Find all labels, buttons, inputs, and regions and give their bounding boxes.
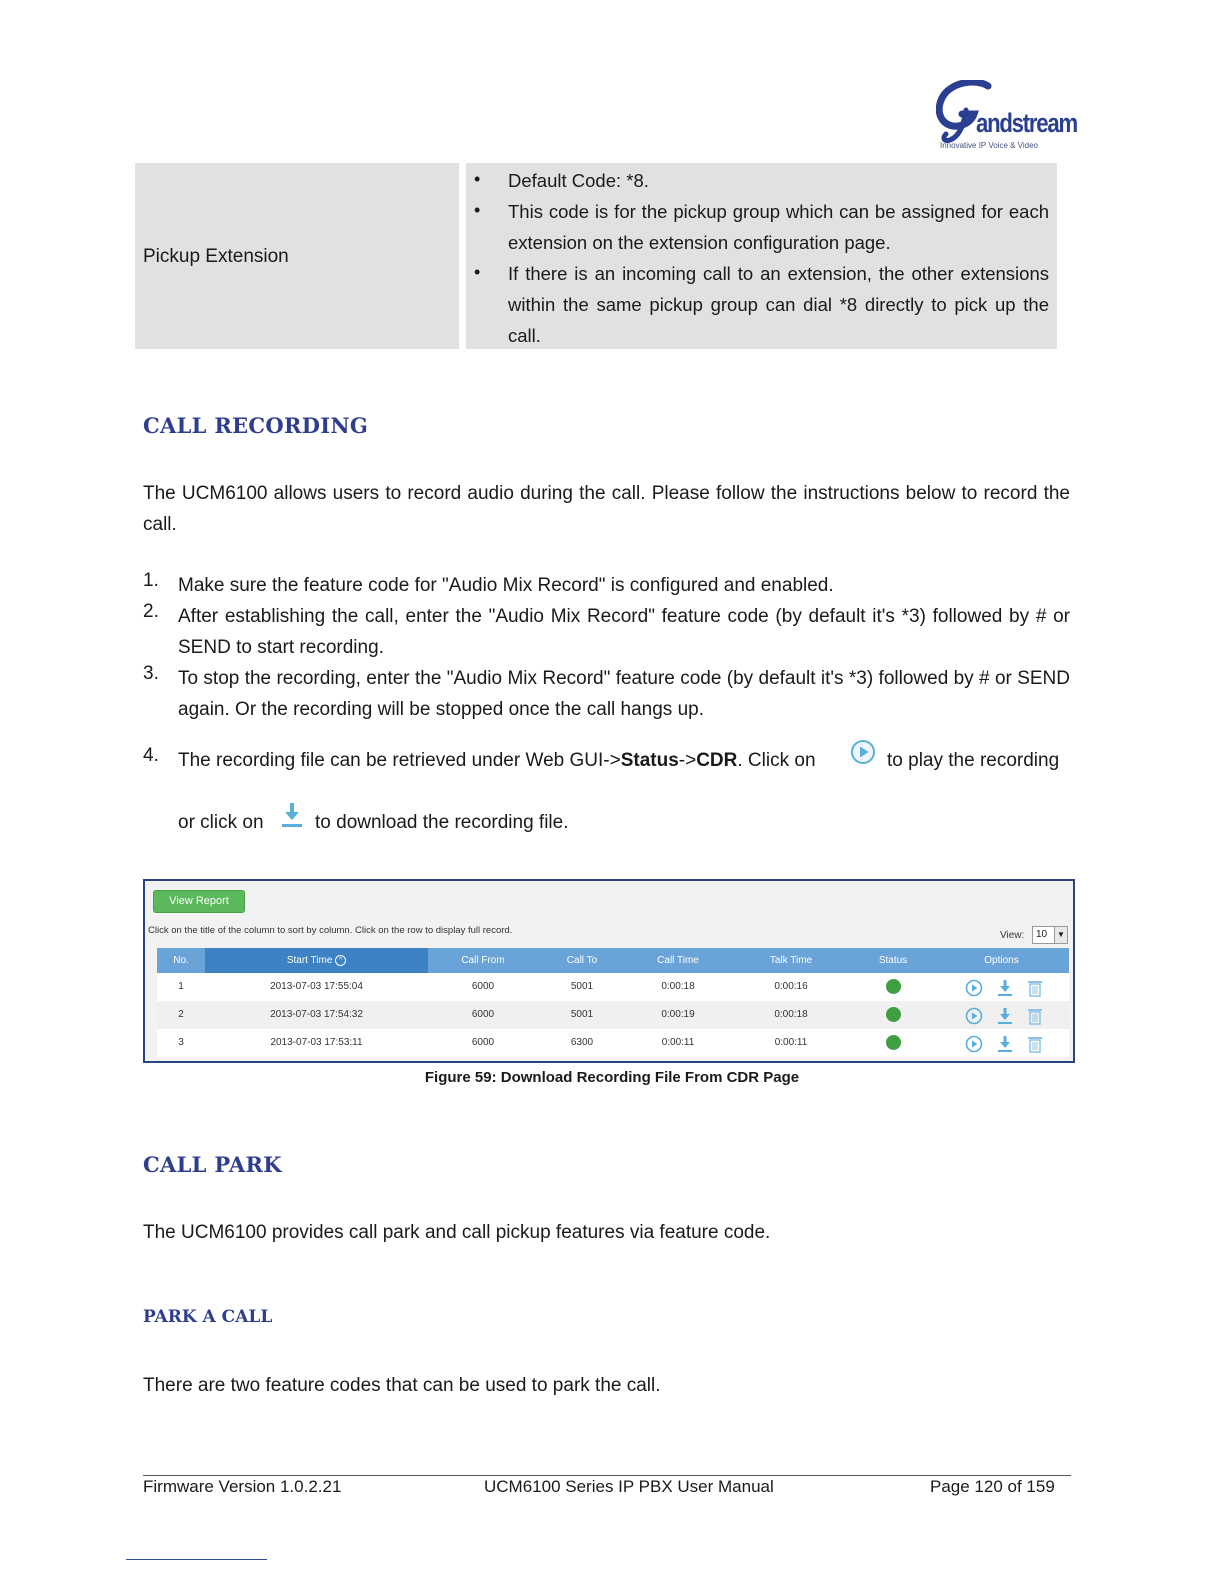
cell-call-time: 0:00:19 xyxy=(661,1009,695,1020)
play-icon[interactable] xyxy=(965,979,983,997)
header-status[interactable]: Status xyxy=(878,955,908,966)
bullet-default-code: Default Code: *8. xyxy=(508,170,649,191)
call-park-intro: The UCM6100 provides call park and call pickup features via feature code. xyxy=(143,1222,771,1243)
step-4-line-2-pre: or click on xyxy=(178,812,264,833)
cell-no: 3 xyxy=(178,1037,184,1048)
sort-indicator-icon: ^ xyxy=(335,955,346,966)
header-start-time[interactable] xyxy=(205,948,428,973)
step-3-text: To stop the recording, enter the "Audio Mix Record" feature code (by default it's *3) followed by # or SEND again. Or the recording will be stopped once the call hangs up. xyxy=(178,668,1070,720)
cell-call-from: 6000 xyxy=(471,981,495,992)
header-start-time-label: Start Time xyxy=(286,955,333,966)
park-a-call-heading: PARK A CALL xyxy=(143,1307,273,1327)
step-number: 4. xyxy=(143,745,159,766)
answered-status-icon xyxy=(886,1035,901,1050)
call-park-heading: CALL PARK xyxy=(143,1152,282,1177)
footer-page-number: Page 120 of 159 xyxy=(930,1477,1055,1496)
header-call-to[interactable]: Call To xyxy=(566,955,598,966)
cell-talk-time: 0:00:18 xyxy=(774,1009,808,1020)
footer-firmware: Firmware Version 1.0.2.21 xyxy=(143,1477,342,1496)
cell-call-time: 0:00:11 xyxy=(661,1037,695,1048)
cdr-screenshot xyxy=(143,879,1075,1063)
cell-start-time: 2013-07-03 17:54:32 xyxy=(270,1009,363,1020)
cell-start-time: 2013-07-03 17:55:04 xyxy=(270,981,363,992)
step-number: 3. xyxy=(143,663,159,684)
cell-call-to: 6300 xyxy=(570,1037,594,1048)
logo-tagline: Innovative IP Voice & Video xyxy=(940,141,1038,150)
header-no[interactable]: No. xyxy=(173,955,189,966)
view-report-button[interactable]: View Report xyxy=(153,890,245,913)
cell-call-to: 5001 xyxy=(570,1009,594,1020)
delete-icon[interactable] xyxy=(1027,1035,1043,1053)
bullet-icon: • xyxy=(474,262,481,282)
view-count-value: 10 xyxy=(1036,929,1048,940)
chevron-down-icon: ▼ xyxy=(1054,927,1067,943)
cell-call-to: 5001 xyxy=(570,981,594,992)
cell-call-from: 6000 xyxy=(471,1037,495,1048)
step-4-post: to play the recording xyxy=(887,750,1060,771)
step-4-pre: The recording file can be retrieved under Web GUI-> xyxy=(178,750,621,771)
download-icon[interactable] xyxy=(997,1007,1013,1025)
cell-call-time: 0:00:18 xyxy=(661,981,695,992)
bullet-icon: • xyxy=(474,200,481,220)
download-icon[interactable] xyxy=(997,979,1013,997)
step-1-text: Make sure the feature code for "Audio Mix Record" is configured and enabled. xyxy=(178,575,834,596)
bullet-incoming-call: If there is an incoming call to an extension, the other extensions within the same pickup group can dial *8 directly to pick up the call. xyxy=(508,263,1049,346)
park-a-call-text: There are two feature codes that can be used to park the call. xyxy=(143,1375,661,1396)
cell-no: 2 xyxy=(178,1009,184,1020)
step-4-line-1 xyxy=(178,745,816,776)
logo-wordmark: andstream xyxy=(976,108,1077,138)
step-2-text: After establishing the call, enter the "Audio Mix Record" feature code (by default it's *3) followed by # or SEND to start recording. xyxy=(178,606,1070,658)
footer-title: UCM6100 Series IP PBX User Manual xyxy=(484,1477,774,1496)
footer-divider xyxy=(143,1475,1071,1476)
download-icon xyxy=(280,801,304,829)
table-row[interactable] xyxy=(157,973,1069,1001)
download-icon[interactable] xyxy=(997,1035,1013,1053)
pickup-extension-label: Pickup Extension xyxy=(143,246,289,267)
table-description-cell xyxy=(466,163,1057,349)
step-4-line-2-post: to download the recording file. xyxy=(315,812,569,833)
view-count-select[interactable] xyxy=(1032,926,1068,944)
play-icon xyxy=(850,739,878,767)
table-row[interactable] xyxy=(157,1029,1069,1057)
step-4-mid: . Click on xyxy=(737,750,816,771)
grandstream-logo xyxy=(936,80,1077,152)
header-call-time[interactable]: Call Time xyxy=(657,955,699,966)
bullet-icon: • xyxy=(474,169,481,189)
bullet-pickup-group: This code is for the pickup group which can be assigned for each extension on the extension configuration page. xyxy=(508,201,1049,253)
delete-icon[interactable] xyxy=(1027,979,1043,997)
pickup-extension-table xyxy=(135,163,1057,349)
step-number: 2. xyxy=(143,601,159,622)
cell-start-time: 2013-07-03 17:53:11 xyxy=(270,1037,363,1048)
cdr-table xyxy=(157,948,1069,1057)
status-menu-label: Status xyxy=(620,750,679,771)
answered-status-icon xyxy=(886,979,901,994)
cdr-menu-label: CDR xyxy=(696,750,738,771)
cell-talk-time: 0:00:11 xyxy=(774,1037,808,1048)
sort-hint-text: Click on the title of the column to sort by column. Click on the row to display full record. xyxy=(148,925,513,936)
table-label-cell xyxy=(135,163,459,349)
step-number: 1. xyxy=(143,570,159,591)
bottom-link-line xyxy=(126,1559,267,1560)
cell-talk-time: 0:00:16 xyxy=(774,981,808,992)
cdr-table-header xyxy=(157,948,1069,973)
cell-no: 1 xyxy=(178,981,184,992)
header-talk-time[interactable]: Talk Time xyxy=(769,955,813,966)
call-recording-heading: CALL RECORDING xyxy=(143,413,369,438)
answered-status-icon xyxy=(886,1007,901,1022)
header-call-from[interactable]: Call From xyxy=(461,955,505,966)
figure-caption: Figure 59: Download Recording File From CDR Page xyxy=(424,1069,800,1086)
header-options: Options xyxy=(984,955,1019,966)
call-recording-intro: The UCM6100 allows users to record audio during the call. Please follow the instructions below to record the call. xyxy=(143,483,1070,535)
play-icon[interactable] xyxy=(965,1035,983,1053)
menu-arrow: -> xyxy=(678,750,697,771)
table-row[interactable] xyxy=(157,1001,1069,1029)
view-label: View: xyxy=(1000,930,1025,941)
delete-icon[interactable] xyxy=(1027,1007,1043,1025)
play-icon[interactable] xyxy=(965,1007,983,1025)
cell-call-from: 6000 xyxy=(471,1009,495,1020)
